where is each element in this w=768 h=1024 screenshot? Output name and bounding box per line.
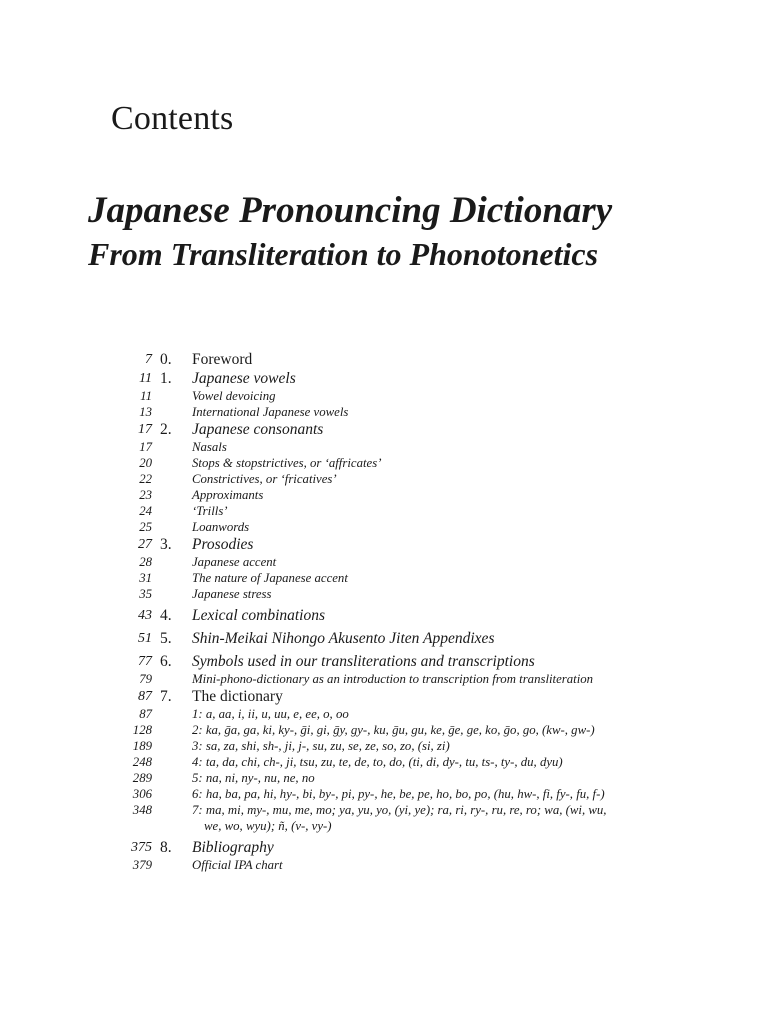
toc-subentry (0, 857, 768, 873)
toc-subentry (0, 388, 768, 404)
toc-subentry (0, 519, 768, 535)
toc-chapter-number: 4. (160, 607, 172, 624)
toc-subentry (0, 487, 768, 503)
toc-subentry (0, 503, 768, 519)
toc-subentry (0, 754, 768, 770)
toc-subentry-label: Japanese accent (192, 555, 277, 569)
toc-subentry (0, 671, 768, 687)
toc-subentry (0, 802, 768, 834)
toc-page-number: 77 (138, 654, 152, 669)
toc-page-number: 375 (131, 840, 152, 855)
toc-subentry-label-line-1: 7: ma, mi, my-, mu, me, mo; ya, yu, yo, (yi, ye); ra, ri, ry-, ru, re, ro; wa, (wi, wu, (192, 803, 607, 817)
toc-subentry-label: 5: na, ni, ny-, nu, ne, no (192, 771, 315, 785)
toc-subentry-label: Vowel devoicing (192, 389, 276, 403)
toc-subentry-label: 2: ka, ḡa, ga, ki, ky-, ḡi, gi, ḡy, gy-, ku, ḡu, gu, ke, ḡe, ge, ko, ḡo, go, (kw-, gw-) (192, 723, 595, 737)
toc-page-number: 22 (139, 472, 152, 486)
toc-entry-label: Japanese consonants (192, 421, 324, 438)
toc-entry-label: Prosodies (192, 536, 254, 553)
toc-subentry (0, 786, 768, 802)
toc-subentry-label: Mini-phono-dictionary as an introduction to transcription from transliteration (192, 672, 594, 686)
toc-page-number: 289 (132, 771, 152, 785)
toc-subentry-label: Nasals (192, 440, 227, 454)
toc-chapter-number: 5. (160, 630, 172, 647)
toc-subentry (0, 738, 768, 754)
toc-page-number: 348 (132, 803, 152, 817)
toc-page-number: 87 (139, 707, 152, 721)
toc-page-number: 87 (138, 689, 152, 704)
toc-subentry (0, 455, 768, 471)
toc-chapter-number: 2. (160, 421, 172, 438)
toc-subentry-label: Approximants (192, 488, 264, 502)
toc-subentry-label (192, 802, 672, 834)
toc-page-number: 248 (132, 755, 152, 769)
toc-page-number: 24 (139, 504, 152, 518)
toc-page-number: 79 (139, 672, 152, 686)
toc-subentry-label: 4: ta, da, chi, ch-, ji, tsu, zu, te, de, to, do, (ti, di, dy-, tu, ts-, ty-, du, dyu) (192, 755, 563, 769)
toc-entry-chapter-3 (0, 535, 768, 554)
toc-page-number: 7 (145, 352, 152, 367)
toc-entry-chapter-6 (0, 652, 768, 671)
toc-page-number: 35 (139, 587, 152, 601)
toc-subentry (0, 404, 768, 420)
toc-page-number: 31 (139, 571, 152, 585)
toc-page-number: 51 (138, 631, 152, 646)
toc-subentry (0, 554, 768, 570)
toc-page-number: 43 (138, 608, 152, 623)
toc-entry-label: Symbols used in our transliterations and transcriptions (192, 653, 535, 670)
toc-subentry-label: Constrictives, or ‘fricatives’ (192, 472, 337, 486)
toc-page-number: 379 (132, 858, 152, 872)
toc-subentry-label: International Japanese vowels (192, 405, 349, 419)
table-of-contents (0, 350, 768, 873)
toc-subentry (0, 722, 768, 738)
toc-chapter-number: 1. (160, 370, 172, 387)
toc-chapter-number: 3. (160, 536, 172, 553)
toc-entry-chapter-1 (0, 369, 768, 388)
toc-entry-label: Foreword (192, 351, 253, 368)
toc-subentry-label: ‘Trills’ (192, 504, 228, 518)
toc-chapter-number: 6. (160, 653, 172, 670)
toc-subentry (0, 706, 768, 722)
toc-page-number: 17 (138, 422, 152, 437)
toc-subentry (0, 439, 768, 455)
toc-subentry-label: Official IPA chart (192, 858, 283, 872)
toc-subentry-label: Stops & stopstrictives, or ‘affricates’ (192, 456, 382, 470)
toc-page-number: 23 (139, 488, 152, 502)
toc-page-number: 27 (138, 537, 152, 552)
toc-page-number: 20 (139, 456, 152, 470)
toc-entry-label: Shin-Meikai Nihongo Akusento Jiten Appendixes (192, 630, 495, 647)
toc-entry-chapter-7 (0, 687, 768, 706)
book-subtitle: From Transliteration to Phonotonetics (88, 236, 599, 272)
toc-chapter-number: 0. (160, 351, 172, 368)
contents-heading: Contents (111, 100, 234, 137)
toc-subentry (0, 570, 768, 586)
toc-subentry (0, 586, 768, 602)
toc-subentry-label-line-2: we, wo, wyu); ñ, (v-, vy-) (204, 819, 332, 833)
toc-page-number: 17 (139, 440, 152, 454)
toc-entry-chapter-2 (0, 420, 768, 439)
toc-entry-label: Bibliography (192, 839, 274, 856)
toc-entry-label: Japanese vowels (192, 370, 296, 387)
toc-page-number: 13 (139, 405, 152, 419)
toc-subentry (0, 471, 768, 487)
toc-page-number: 11 (139, 371, 152, 386)
toc-entry-chapter-5 (0, 629, 768, 648)
toc-page-number: 306 (132, 787, 152, 801)
toc-subentry-label: Loanwords (192, 520, 250, 534)
toc-chapter-number: 7. (160, 688, 172, 705)
toc-page-number: 28 (139, 555, 152, 569)
book-title: Japanese Pronouncing Dictionary (88, 190, 613, 231)
toc-subentry (0, 770, 768, 786)
toc-subentry-label: Japanese stress (192, 587, 272, 601)
toc-entry-label: The dictionary (192, 688, 283, 705)
toc-subentry-label: 3: sa, za, shi, sh-, ji, j-, su, zu, se, ze, so, zo, (si, zi) (192, 739, 450, 753)
toc-page-number: 11 (140, 389, 152, 403)
toc-page-number: 25 (139, 520, 152, 534)
toc-entry-foreword (0, 350, 768, 369)
toc-subentry-label: The nature of Japanese accent (192, 571, 348, 585)
toc-chapter-number: 8. (160, 839, 172, 856)
toc-subentry-label: 6: ha, ba, pa, hi, hy-, bi, by-, pi, py-, he, be, pe, ho, bo, po, (hu, hw-, fi, fy-, fu, f-) (192, 787, 605, 801)
toc-page-number: 189 (132, 739, 152, 753)
toc-page-number: 128 (132, 723, 152, 737)
toc-subentry-label: 1: a, aa, i, ii, u, uu, e, ee, o, oo (192, 707, 349, 721)
toc-entry-label: Lexical combinations (192, 607, 326, 624)
toc-entry-chapter-4 (0, 606, 768, 625)
toc-entry-chapter-8 (0, 838, 768, 857)
